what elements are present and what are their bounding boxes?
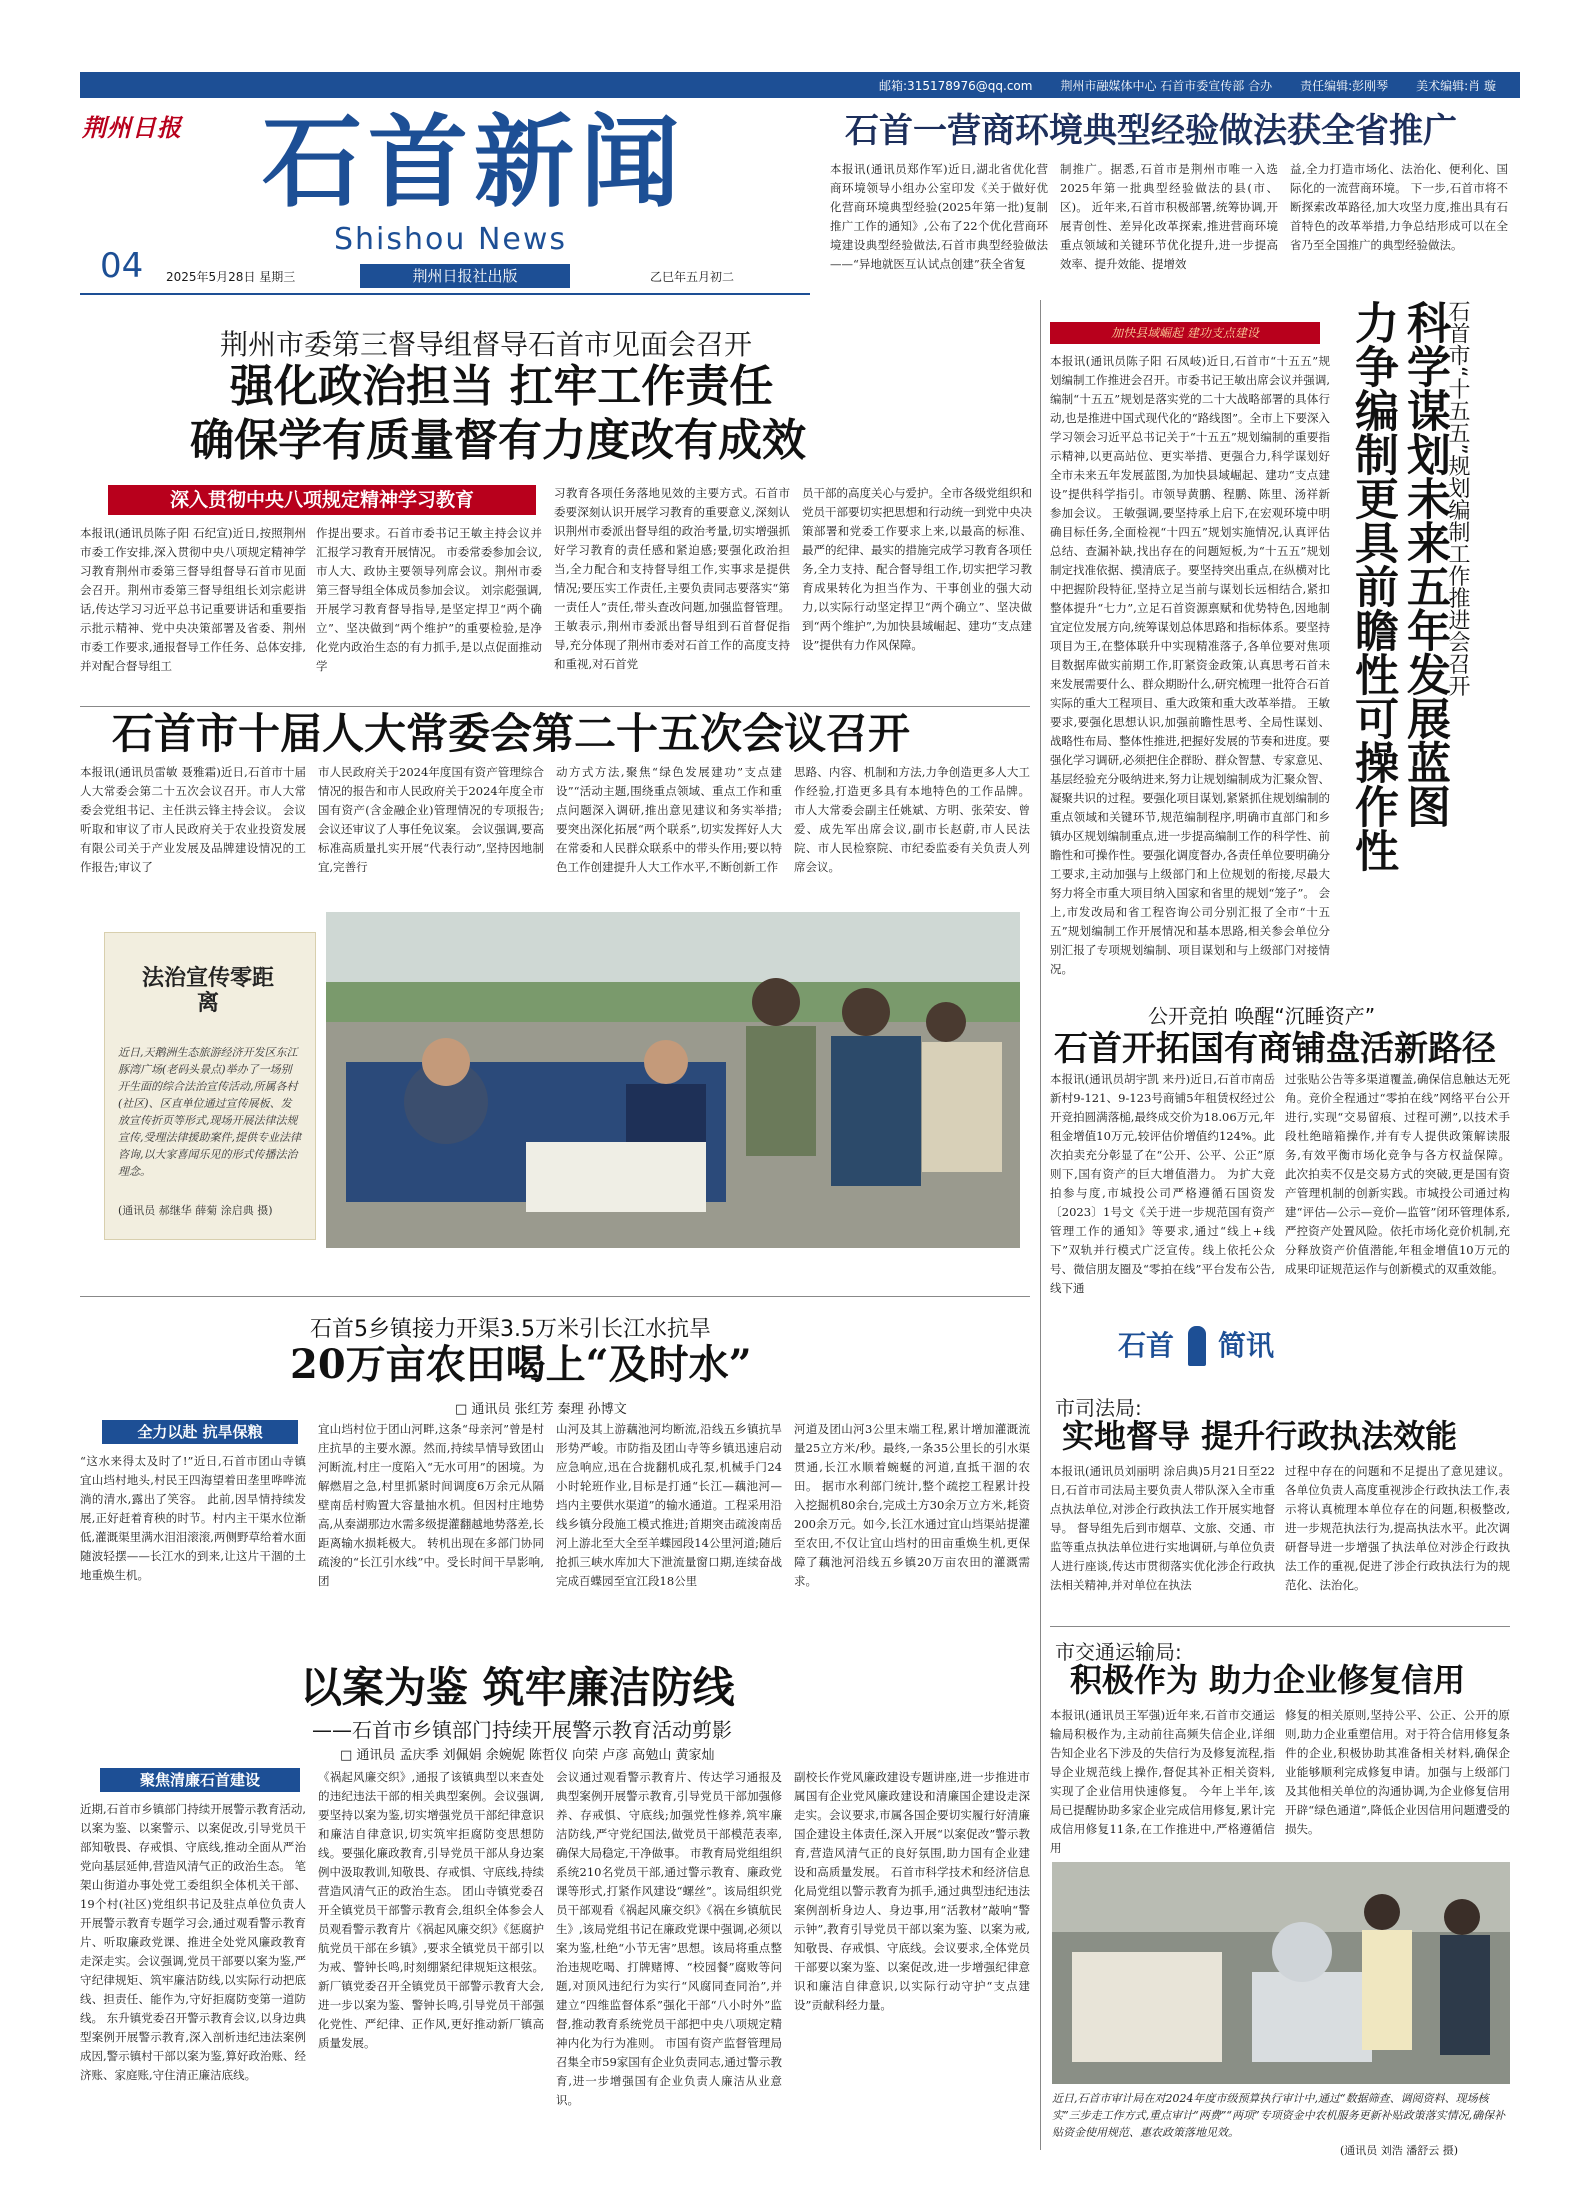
article-6-title: 石首开拓国有商铺盘活新路径: [1054, 1029, 1496, 1069]
brief-2-dept: 市交通运输局:: [1055, 1640, 1182, 1664]
article-3-col-4: 思路、内容、机制和方法,力争创造更多人大工作经验,打造更多具有本地特色的工作品牌。 市人大常委会副主任姚斌、方明、张荣安、曾爱、成先军出席会议,副市长赵蔚,市人民法院、市人民检察院、市纪委监委有关负责人列席会议。: [794, 765, 1030, 874]
article-5-vertical-kicker: 石首市“十五五”规划编制工作推进会召开: [1445, 300, 1470, 697]
brief-1-col-1: 本报讯(通讯员刘丽明 涂启典)5月21日至22日,石首市司法局主要负责人带队深入全市重点执法单位,对涉企行政执法工作开展实地督导。 督导组先后到市烟草、文旅、交通、市监等重点执法单位进行实地调研,与单位负责人进行座谈,传达市贯彻落实优化涉企行政执法相关精神,并对单位在执法: [1050, 1464, 1275, 1592]
article-1-col-3: 益,全力打造市场化、法治化、便利化、国际化的一流营商环境。 下一步,石首市将不断探索改革路径,加大攻坚力度,推出具有石首特色的改革举措,力争总结形成可以在全省乃至全国推广的典型经验做法。: [1290, 162, 1508, 252]
divider: [1040, 300, 1041, 2150]
lunar-date: 乙巳年五月初二: [650, 270, 735, 284]
article-7-col-4: 河道及团山河3公里末端工程,累计增加灌溉流量25立方米/秒。最终,一条35公里长的引水渠贯通,长江水顺着蜿蜒的河道,直抵干涸的农田。 据市水利部门统计,整个疏挖工程累计投入挖掘机80余台,完成土方30余万立方米,耗资200余万元。如今,长江水通过宜山垱渠站提灌至农田,不仅让宜山垱村的田亩重焕生机,更保障了藕池河沿线五乡镇20万亩农田的灌溉需求。: [794, 1422, 1030, 1588]
article-5-vertical-title-1: 科学谋划未来五年发展蓝图: [1399, 300, 1450, 828]
divider: [1050, 1626, 1510, 1627]
article-2-title-line-2: 确保学有质量督有力度改有成效: [190, 415, 806, 466]
co-organizers: 荆州市融媒体中心 石首市委宣传部 合办: [1060, 78, 1273, 93]
briefs-emblem-icon: [1188, 1326, 1206, 1366]
article-1-col-1: 本报讯(通讯员郑作军)近日,湖北省优化营商环境领导小组办公室印发《关于做好优化营商环境典型经验(2025年第一批)复制推广工作的通知》,公布了22个优化营商环境建设典型经验做法,石首市典型经验做法——“异地就医互认试点创建”获全省复: [830, 162, 1048, 271]
article-9-col-2: 《祸起风廉交织》,通报了该镇典型以来查处的违纪违法干部的相关典型案例。会议强调,要坚持以案为鉴,切实增强党员干部纪律意识和廉洁自律意识,切实筑牢拒腐防变思想防线。要强化廉政教育,引导党员干部从身边案例中汲取教训,知敬畏、存戒惧、守底线,持续营造风清气正的政治生态。 团山寺镇党委召开全镇党员干部警示教育会,组织全体参会人员观看警示教育片《祸起风廉交织》《惩腐护航党员干部在乡镇》,要求全镇党员干部引以为戒、警钟长鸣,时刻绷紧纪律规矩这根弦。 新厂镇党委召开全镇党员干部警示教育大会,进一步以案为鉴、警钟长鸣,引导党员干部强化党性、严纪律、正作风,更好推动新厂镇高质量发展。: [318, 1770, 544, 2050]
article-5-body: 本报讯(通讯员陈子阳 石凤岐)近日,石首市“十五五”规划编制工作推进会召开。市委书记王敏出席会议并强调,编制“十五五”规划是落实党的二十大战略部署的具体行动,也是推进中国式现代化的“路线图”。全市上下要深入学习领会习近平总书记关于“十五五”规划编制的重要指示精神,以更高站位、更实举措、更强合力,科学谋划好全市未来五年发展蓝图,为加快县域崛起、建功“支点建设”提供科学指引。市领导黄鹏、程鹏、陈里、汤祥新参加会议。 王敏强调,要坚持承上启下,在宏观环境中明确目标任务,全面检视“十四五”规划实施情况,认真评估总结、查漏补缺,找出存在的问题短板,为“十五五”规划制定找准依据、摸清底子。要坚持突出重点,在纵横对比中把握阶段特征,坚持立足当前与谋划长远相结合,紧扣整体提升“七力”,立足石首资源禀赋和优势特色,因地制宜定位发展方向,统筹谋划总体思路和指标体系。要坚持项目为王,在整体联升中实现精准落子,各单位要对焦项目数据库做实前期工作,盯紧资金政策,认真思考石首未来发展需要什么、群众期盼什么,研究梳理一批符合石首实际的重大工程项目、重大政策和重大改革举措。 王敏要求,要强化思想认识,加强前瞻性思考、全局性谋划、战略性布局、整体性推进,把握好发展的节奏和进度。要强化学习调研,必须把住企群盼、群众智慧、专家意见、基层经验充分吸纳进来,努力让规划编制成为汇聚众智、凝聚共识的过程。要强化项目谋划,紧紧抓住规划编制的重点领域和关键环节,规范编制程序,明确市直部门和乡镇办区规划编制重点,进一步提高编制工作的科学性、前瞻性和可操作性。要强化调度督办,各责任单位要明确分工要求,主动加强与上级部门和上位规划的衔接,尽最大努力将全市重大项目纳入国家和省里的规划“笼子”。 会上,市发改局和省工程咨询公司分别汇报了全市“十五五”规划编制工作开展情况和基本思路,相关参会单位分别汇报了专项规划编制、项目谋划和与上级部门对接情况。: [1050, 354, 1330, 976]
article-2-col-3: 习教育各项任务落地见效的主要方式。石首市委要深刻认识开展学习教育的重要意义,深刻认识荆州市委派出督导组的政治考量,切实增强抓好学习教育的责任感和紧迫感;要强化政治担当,全力配合和支持督导组工作,实事求是提供情况;要压实工作责任,主要负责同志要落实“第一责任人”责任,带头查改问题,加强监督管理。 王敏表示,荆州市委派出督导组到石首督促指导,充分体现了荆州市委对石首工作的高度支持和重视,对石首党: [554, 486, 790, 671]
article-7-byline: □ 通讯员 张红芳 秦理 孙博文: [455, 1402, 627, 1417]
editor-credit: 责任编辑:彭刚琴: [1300, 78, 1389, 93]
article-1-title: 石首一营商环境典型经验做法获全省推广: [845, 111, 1457, 151]
article-7-col-2: 宜山垱村位于团山河畔,这条“母亲河”曾是村庄抗旱的主要水源。然而,持续旱情导致团山河断流,村庄一度陷入“无水可用”的困境。为解燃眉之急,村里抓紧时间调度6万余元从隔壁南岳村购置大容量抽水机。但因村庄地势高,从秦湖那边水需多级提灌翻越地势落差,长距离输水损耗极大。 转机出现在多部门协同疏浚的“长江引水线”中。受长时间干旱影响,团: [318, 1422, 544, 1588]
article-6-kicker: 公开竞拍 唤醒“沉睡资产”: [1148, 1004, 1376, 1028]
masthead-subtitle: Shishou News: [334, 222, 568, 257]
article-1-col-2: 制推广。据悉,石首市是荆州市唯一入选2025年第一批典型经验做法的县(市、区)。 近年来,石首市积极部署,统筹协调,开展青创性、差异化改革探索,推进营商环境重点领域和关键环节优化提升,进一步提高效率、提升效能、提增效: [1060, 162, 1278, 271]
article-2-kicker: 荆州市委第三督导组督导石首市见面会召开: [220, 328, 753, 361]
masthead-title: 石首新闻: [262, 103, 686, 221]
article-2-col-4: 员干部的高度关心与爱护。全市各级党组织和党员干部要切实把思想和行动统一到党中央决策部署和党委工作要求上来,以最高的标准、最严的纪律、最实的措施完成学习教育各项任务,全力支持、配合督导组工作,切实把学习教育成果转化为担当作为、干事创业的强大动力,以实际行动坚定捍卫“两个确立”、坚决做到“两个维护”,为加快县域崛起、建功“支点建设”提供有力作风保障。: [802, 486, 1032, 652]
article-3-title: 石首市十届人大常委会第二十五次会议召开: [112, 709, 911, 758]
article-9-topic-bar: 聚焦清廉石首建设: [100, 1768, 300, 1792]
divider: [80, 1296, 1030, 1297]
article-9-byline: □ 通讯员 孟庆季 刘佩娟 余婉妮 陈哲仪 向荣 卢彦 高勉山 黄家灿: [340, 1748, 715, 1763]
brief-1-col-2: 过程中存在的问题和不足提出了意见建议。各单位负责人高度重视涉企行政执法工作,表示将认真梳理本单位存在的问题,积极整改,进一步规范执法行为,提高执法水平。此次调研督导进一步增强了执法单位对涉企行政执法工作的重视,促进了涉企行政执法行为的规范化、法治化。: [1285, 1464, 1510, 1592]
article-9-title: 以案为鉴 筑牢廉洁防线: [300, 1663, 735, 1712]
law-publicity-credit: (通讯员 郝继华 薛菊 涂启典 摄): [118, 1204, 273, 1217]
article-2-col-1: 本报讯(通讯员陈子阳 石纪宣)近日,按照荆州市委工作安排,深入贯彻中央八项规定精神学习教育荆州市委第三督导组督导石首市见面会召开。荆州市委第三督导组组长刘宗彪讲话,传达学习习近平总书记重要讲话和重要指示批示精神、党中央决策部署及省委、荆州市委工作要求,通报督导工作任务、总体安排,并对配合督导组工: [80, 526, 306, 673]
article-9-subtitle: ——石首市乡镇部门持续开展警示教育活动剪影: [312, 1718, 732, 1742]
article-2-topic-bar: 深入贯彻中央八项规定精神学习教育: [108, 485, 536, 515]
article-2-col-2: 作提出要求。石首市委书记王敏主持会议并汇报学习教育开展情况。 市委常委参加会议,市人大、政协主要领导列席会议。荆州市委第三督导组全体成员参加会议。 刘宗彪强调,开展学习教育督导指导,是坚定捍卫“两个确立”、坚决做到“两个维护”的重要检验,是净化党内政治生态的有力抓手,是以点促面推动学: [316, 526, 542, 673]
audit-photo: [1052, 1862, 1510, 2084]
article-6-col-1: 本报讯(通讯员胡宇凯 来丹)近日,石首市南岳新村9-121、9-123号商铺5年租赁权经过公开竞拍圆满落槌,最终成交价为18.06万元,年租金增值10万元,较评估价增值约124%。此次拍卖充分彰显了在“公开、公平、公正”原则下,国有资产的巨大增值潜力。 为扩大竞拍参与度,市城投公司严格遵循石国资发〔2023〕1号文《关于进一步规范国有资产管理工作的通知》等要求,通过“线上+线下”双轨并行模式广泛宣传。线上依托公众号、微信朋友圈及“零拍在线”平台发布公告,线下通: [1050, 1072, 1275, 1295]
art-editor-credit: 美术编辑:肖 璇: [1416, 78, 1496, 93]
newspaper-logo: 荆州日报: [82, 113, 182, 142]
article-5-banner: 加快县域崛起 建功支点建设: [1050, 322, 1320, 344]
publisher-bar: 荆州日报社出版: [360, 264, 570, 288]
divider: [80, 706, 1030, 707]
law-publicity-photo: [326, 912, 1020, 1248]
briefs-label-2: 简讯: [1218, 1329, 1275, 1362]
top-info-bar: [80, 72, 1520, 98]
article-9-col-4: 副校长作党风廉政建设专题讲座,进一步推进市属国有企业党风廉政建设和清廉国企建设走深走实。会议要求,市属各国企要切实履行好清廉国企建设主体责任,深入开展“以案促改”警示教育,营造风清气正的良好氛围,助力国有企业建设和高质量发展。 石首市科学技术和经济信息化局党组以警示教育为抓手,通过典型违纪违法案例剖析身边人、身边事,用“活教材”敲响“警示钟”,教育引导党员干部以案为鉴、以案为戒,知敬畏、存戒惧、守底线。会议要求,全体党员干部要以案为鉴、以案促改,进一步增强纪律意识和廉洁自律意识,以实际行动守护“支点建设”贡献科经力量。: [794, 1770, 1030, 2012]
article-7-kicker: 石首5乡镇接力开渠3.5万米引长江水抗旱: [310, 1317, 711, 1342]
brief-1-dept: 市司法局:: [1055, 1396, 1142, 1420]
article-9-col-1: 近期,石首市乡镇部门持续开展警示教育活动,以案为鉴、以案警示、以案促改,引导党员干部知敬畏、存戒惧、守底线,推动全面从严治党向基层延伸,营造风清气正的政治生态。 笔架山街道办事处党工委组织全体机关干部、19个村(社区)党组织书记及驻点单位负责人开展警示教育专题学习会,通过观看警示教育片、听取廉政党课、推进全处党风廉政教育走深走实。会议强调,党员干部要以案为鉴,严守纪律规矩、筑牢廉洁防线,以实际行动把底线、担责任、能作为,守好拒腐防变第一道防线。 东升镇党委召开警示教育会议,以身边典型案例开展警示教育,深入剖析违纪违法案例成因,警示镇村干部以案为鉴,算好政治账、经济账、家庭账,守住清正廉洁底线。: [80, 1802, 306, 2082]
law-publicity-title: 法治宣传零距离: [141, 965, 274, 1017]
contact-email: 邮箱:315178976@qq.com: [879, 78, 1033, 93]
article-5-vertical-title-2: 力争编制更具前瞻性可操作性: [1347, 300, 1398, 872]
article-6-col-2: 过张贴公告等多渠道覆盖,确保信息触达无死角。竞价全程通过“零拍在线”网络平台公开进行,实现“交易留痕、过程可溯”,以技术手段杜绝暗箱操作,并有专人提供政策解读服务,有效平衡市场化竞争与各方权益保障。 此次拍卖不仅是交易方式的突破,更是国有资产管理机制的创新实践。市城投公司通过构建“评估—公示—竞价—监管”闭环管理体系,严控资产处置风险。依托市场化竞价机制,充分释放资产价值潜能,年租金增值10万元的成果印证规范运作与创新模式的双重效能。: [1285, 1072, 1510, 1276]
article-7-col-3: 山河及其上游藕池河均断流,沿线五乡镇抗旱形势严峻。市防指及团山寺等乡镇迅速启动应急响应,迅在合拢翻机成孔泵,机械手门24小时轮班作业,目标是打通“长江—藕池河—垱内主要供水渠道”的输水通道。工程采用沿线乡镇分段施工模式推进;首期突击疏浚南岳河上游北至大全至羊蝶园段14公里河道;随后抢抓三峡水库加大下泄流量窗口期,连续奋战完成百蝶园至宜江段18公里: [556, 1422, 782, 1588]
article-7-topic-bar: 全力以赴 抗旱保粮: [102, 1420, 298, 1444]
briefs-label-1: 石首: [1118, 1329, 1175, 1362]
article-7-col-1: “这水来得太及时了!”近日,石首市团山寺镇宜山垱村地头,村民王四海望着田垄里哗哗流淌的清水,露出了笑容。 此前,因旱情持续发展,正好赶着育秧的时节。村内主干渠水位渐低,灌溉渠里满水泪泪滚滚,两侧野草给着水面随波轻摆——长江水的到来,让这片干涸的土地重焕生机。: [80, 1454, 306, 1582]
audit-photo-credit: (通讯员 刘浩 潘舒云 摄): [1340, 2144, 1459, 2157]
article-3-col-3: 动方式方法,聚焦“绿色发展建功”支点建设”“活动主题,围绕重点领域、重点工作和重点问题深入调研,推出意见建议和务实举措;要突出深化拓展“两个联系”,切实发挥好人大在常委和人民群众联系中的带头作用;要以特色工作创建提升人大工作水平,不断创新工作: [556, 765, 782, 874]
masthead-rule: [80, 293, 810, 295]
article-2-title-line-1: 强化政治担当 扛牢工作责任: [230, 361, 774, 412]
issue-date: 2025年5月28日 星期三: [166, 270, 296, 284]
law-publicity-text: 近日,天鹅洲生态旅游经济开发区东江豚湾广场(老码头景点)举办了一场别开生面的综合法治宣传活动,所属各村(社区)、区直单位通过宣传展板、发放宣传折页等形式,现场开展法律法规宣传,受理法律援助案件,提供专业法律咨询,以大家喜闻乐见的形式传播法治理念。: [118, 1046, 301, 1178]
brief-2-title: 积极作为 助力企业修复信用: [1070, 1661, 1466, 1699]
brief-2-col-1: 本报讯(通讯员王军强)近年来,石首市交通运输局积极作为,主动前往高频失信企业,详细告知企业名下涉及的失信行为及修复流程,指导企业规范线上操作,督促其补正相关资料,实现了企业信用快速修复。 今年上半年,该局已提醒协助多家企业完成信用修复,累计完成信用修复11条,在工作推进中,严格遵循信用: [1050, 1708, 1275, 1855]
brief-2-col-2: 修复的相关原则,坚持公平、公正、公开的原则,助力企业重塑信用。对于符合信用修复条件的企业,积极协助其准备相关材料,确保企业能够顺利完成修复申请。加强与上级部门及其他相关单位的沟通协调,为企业修复信用开辟“绿色通道”,降低企业因信用问题遭受的损失。: [1285, 1708, 1510, 1836]
page-number: 04: [100, 246, 144, 286]
article-3-col-2: 市人民政府关于2024年度国有资产管理综合情况的报告和市人民政府关于2024年度全市国有资产(含金融企业)管理情况的专项报告;会议还审议了人事任免议案。 会议强调,要高标准高质量扎实开展“代表行动”,坚持因地制宜,完善行: [318, 765, 544, 874]
brief-1-title: 实地督导 提升行政执法效能: [1062, 1417, 1458, 1455]
article-9-col-3: 会议通过观看警示教育片、传达学习通报及典型案例开展警示教育,引导党员干部加强修养、存戒惧、守底线;加强党性修养,筑牢廉洁防线,严守党纪国法,做党员干部模范表率,确保大局稳定,干净做事。 市教育局党组组织系统210名党员干部,通过警示教育、廉政党课等形式,打紧作风建设“螺丝”。该局组织党员干部观看《祸起风廉交织》《祸在乡镇航民生》,该局党组书记在廉政党课中强调,必须以案为鉴,杜绝“小节无害”思想。该局将重点整治违规吃喝、打牌赌博、“校园餐”腐败等问题,对顶风违纪行为实行“风腐同查同治”,并建立“四维监督体系”强化干部“八小时外”监督,推动教育系统党员干部把中央八项规定精神内化为行为准则。 市国有资产监督管理局召集全市59家国有企业负责同志,通过警示教育,进一步增强国有企业负责人廉洁从业意识。: [556, 1770, 782, 2107]
article-3-col-1: 本报讯(通讯员雷敏 聂雅霜)近日,石首市十届人大常委会第二十五次会议召开。市人大常委会党组书记、主任洪云锋主持会议。 会议听取和审议了市人民政府关于农业投资发展有限公司关于产业发展及品牌建设情况的工作报告;审议了: [80, 765, 306, 874]
audit-photo-caption: 近日,石首市审计局在对2024年度市级预算执行审计中,通过“数据筛查、调阅资料、现场核实”三步走工作方式,重点审计“两费”“两项”专项资金中农机服务更新补贴政策落实情况,确保补贴资金使用规范、惠农政策落地见效。: [1052, 2092, 1506, 2139]
article-7-title: 20万亩农田喝上“及时水”: [290, 1341, 752, 1388]
